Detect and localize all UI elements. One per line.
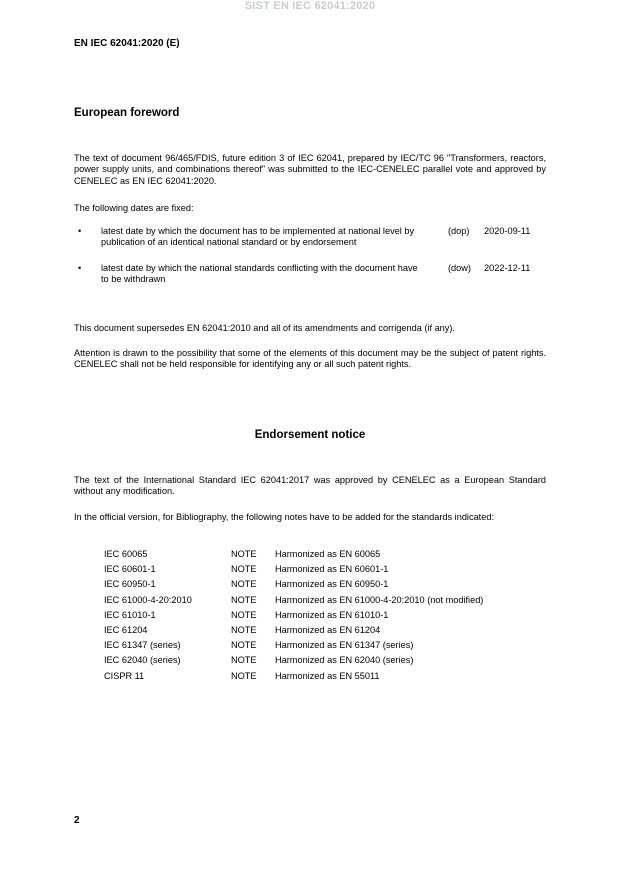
harmonized-cell: Harmonized as EN 61347 (series) bbox=[275, 640, 414, 651]
patent-text: Attention is drawn to the possibility that some of the elements of this document may be the subject of patent rights. CENELEC shall not be held responsible for identifying any or all such patent rights. bbox=[74, 348, 546, 370]
standard-cell: IEC 60065 bbox=[104, 549, 148, 559]
bullet-icon: • bbox=[78, 226, 82, 236]
date-item-text: latest date by which the national standards conflicting with the document have to be withdrawn bbox=[101, 263, 418, 285]
date-item-code: (dow) bbox=[448, 263, 471, 273]
endorsement-text: The text of the International Standard IEC 62041:2017 was approved by CENELEC as a European Standard without any modification. bbox=[74, 475, 546, 497]
date-item-date: 2022-12-11 bbox=[484, 263, 531, 273]
standard-cell: IEC 62040 (series) bbox=[104, 655, 181, 666]
note-label-cell: NOTE bbox=[231, 670, 257, 681]
harmonized-cell: Harmonized as EN 61010-1 bbox=[275, 609, 389, 620]
foreword-intro: The text of document 96/465/FDIS, future edition 3 of IEC 62041, prepared by IEC/TC 96 "Transformers, reactors, power supply units, and combinations thereof" was submitted to the IEC-CENELEC parallel vote and approved by CENELEC as EN IEC 62041:2020. bbox=[74, 153, 546, 186]
supersedes-text: This document supersedes EN 62041:2010 and all of its amendments and corrigenda (if any). bbox=[74, 323, 455, 333]
standard-cell: IEC 61010-1 bbox=[104, 609, 156, 620]
harmonized-cell: Harmonized as EN 61000-4-20:2010 (not modified) bbox=[275, 594, 484, 605]
note-label-cell: NOTE bbox=[231, 640, 257, 651]
note-label-cell: NOTE bbox=[231, 594, 257, 605]
standard-cell: IEC 61000-4-20:2010 bbox=[104, 594, 192, 605]
standard-cell: IEC 61347 (series) bbox=[104, 640, 181, 651]
note-label-cell: NOTE bbox=[231, 564, 257, 575]
date-item-date: 2020-09-11 bbox=[484, 226, 531, 236]
bibliography-intro: In the official version, for Bibliography, the following notes have to be added for the standards indicated: bbox=[74, 512, 494, 522]
endorsement-heading: Endorsement notice bbox=[254, 429, 366, 441]
harmonized-cell: Harmonized as EN 60950-1 bbox=[275, 579, 389, 590]
document-id: EN IEC 62041:2020 (E) bbox=[74, 38, 180, 49]
harmonized-cell: Harmonized as EN 60601-1 bbox=[275, 564, 389, 575]
standard-cell: IEC 61204 bbox=[104, 624, 148, 635]
dates-intro: The following dates are fixed: bbox=[74, 203, 194, 213]
foreword-heading: European foreword bbox=[74, 107, 180, 119]
page-number: 2 bbox=[74, 815, 80, 826]
note-label-cell: NOTE bbox=[231, 609, 257, 620]
standard-cell: IEC 60601-1 bbox=[104, 564, 156, 575]
standard-cell: IEC 60950-1 bbox=[104, 579, 156, 590]
harmonized-cell: Harmonized as EN 61204 bbox=[275, 624, 381, 635]
watermark: SIST EN IEC 62041:2020 bbox=[244, 0, 376, 12]
harmonized-cell: Harmonized as EN 60065 bbox=[275, 549, 381, 559]
bullet-icon: • bbox=[78, 263, 82, 273]
note-label-cell: NOTE bbox=[231, 579, 257, 590]
note-label-cell: NOTE bbox=[231, 624, 257, 635]
standard-cell: CISPR 11 bbox=[104, 670, 145, 681]
date-item-code: (dop) bbox=[448, 226, 470, 236]
harmonized-cell: Harmonized as EN 62040 (series) bbox=[275, 655, 414, 666]
date-item-text: latest date by which the document has to be implemented at national level by publication of an identical national standard or by endorsement bbox=[101, 226, 415, 248]
note-label-cell: NOTE bbox=[231, 549, 257, 559]
note-label-cell: NOTE bbox=[231, 655, 257, 666]
harmonized-cell: Harmonized as EN 55011 bbox=[275, 670, 380, 681]
